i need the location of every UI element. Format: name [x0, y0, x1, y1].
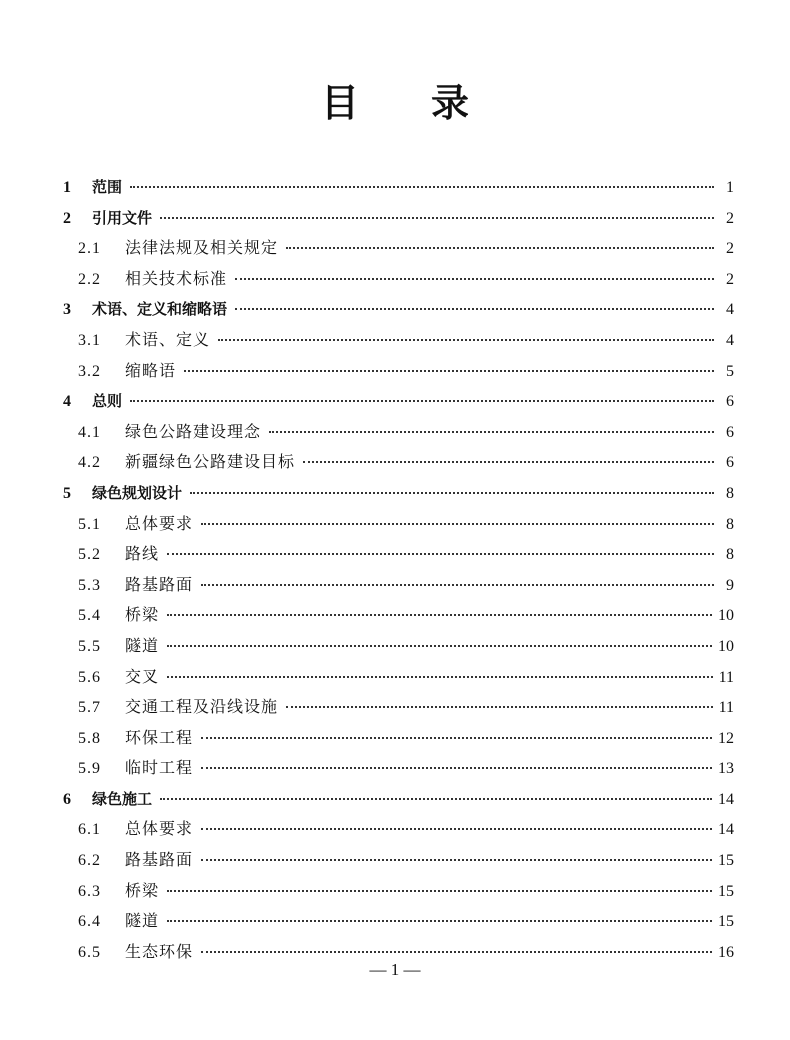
table-of-contents — [60, 172, 734, 967]
toc-entry-label: 总体要求 — [125, 819, 194, 839]
toc-entry-label: 范围 — [92, 178, 123, 196]
page-number-footer: — 1 — — [369, 960, 421, 979]
toc-entry-number: 5.2 — [78, 546, 101, 564]
toc-section-entry[interactable] — [60, 509, 734, 540]
toc-entry-page-number: 4 — [726, 301, 734, 319]
toc-entry-page-number: 15 — [718, 882, 734, 900]
toc-entry-page-number: 15 — [718, 913, 734, 931]
toc-entry-number: 5.5 — [78, 637, 101, 655]
dot-leader — [167, 889, 712, 892]
toc-entry-page-number: 14 — [718, 821, 734, 839]
toc-entry-page-number: 10 — [718, 637, 734, 655]
toc-entry-page-number: 6 — [726, 423, 734, 441]
toc-section-entry[interactable] — [60, 753, 734, 784]
toc-entry-number: 3.1 — [78, 331, 101, 349]
toc-entry-label: 新疆绿色公路建设目标 — [125, 452, 296, 472]
page-title — [0, 72, 790, 127]
toc-chapter-entry[interactable] — [60, 784, 734, 815]
toc-section-entry[interactable] — [60, 325, 734, 356]
dot-leader — [286, 705, 713, 708]
toc-section-entry[interactable] — [60, 906, 734, 937]
toc-entry-page-number: 9 — [726, 576, 734, 594]
toc-section-entry[interactable] — [60, 417, 734, 448]
title-char-1: 目 — [320, 81, 359, 125]
dot-leader — [167, 919, 712, 922]
toc-section-entry[interactable] — [60, 539, 734, 570]
toc-entry-page-number: 8 — [726, 484, 734, 502]
toc-entry-page-number: 15 — [718, 852, 734, 870]
toc-entry-label: 环保工程 — [125, 727, 194, 747]
toc-entry-label: 绿色公路建设理念 — [125, 421, 262, 441]
dot-leader — [218, 338, 714, 341]
toc-entry-number: 2.1 — [78, 240, 101, 258]
toc-entry-label: 总体要求 — [125, 513, 194, 533]
toc-section-entry[interactable] — [60, 845, 734, 876]
toc-section-entry[interactable] — [60, 600, 734, 631]
toc-entry-label: 路基路面 — [125, 850, 194, 870]
toc-chapter-entry[interactable] — [60, 203, 734, 234]
dot-leader — [201, 522, 714, 525]
dot-leader — [130, 185, 714, 188]
toc-entry-number: 3.2 — [78, 362, 101, 380]
toc-entry-label: 总则 — [92, 392, 123, 411]
toc-entry-label: 桥梁 — [125, 880, 160, 900]
toc-entry-label: 路线 — [125, 544, 160, 564]
toc-entry-number: 6.4 — [78, 913, 101, 931]
dot-leader — [201, 583, 714, 586]
dot-leader — [167, 552, 714, 555]
dot-leader — [235, 277, 714, 280]
toc-section-entry[interactable] — [60, 233, 734, 264]
toc-entry-label: 引用文件 — [92, 208, 153, 227]
toc-entry-label: 缩略语 — [125, 360, 177, 380]
toc-section-entry[interactable] — [60, 631, 734, 662]
title-char-2: 录 — [431, 81, 470, 125]
dot-leader — [201, 736, 712, 739]
toc-entry-page-number: 14 — [718, 790, 734, 808]
dot-leader — [269, 430, 714, 433]
toc-entry-number: 5.4 — [78, 607, 101, 625]
toc-entry-page-number: 1 — [726, 179, 734, 196]
toc-entry-page-number: 11 — [718, 699, 734, 717]
toc-entry-number: 4.2 — [78, 454, 101, 472]
toc-entry-label: 隧道 — [125, 635, 160, 655]
toc-entry-label: 交叉 — [125, 666, 160, 686]
toc-entry-number: 2.2 — [78, 270, 101, 288]
toc-entry-page-number: 5 — [726, 362, 734, 380]
toc-entry-label: 生态环保 — [125, 941, 194, 961]
toc-entry-page-number: 13 — [718, 760, 734, 778]
toc-entry-number: 6 — [63, 790, 71, 808]
toc-entry-page-number: 16 — [718, 943, 734, 961]
toc-entry-label: 交通工程及沿线设施 — [125, 697, 279, 717]
dot-leader — [303, 460, 714, 463]
toc-entry-label: 法律法规及相关规定 — [125, 238, 279, 258]
toc-entry-label: 隧道 — [125, 911, 160, 931]
dot-leader — [130, 399, 714, 402]
dot-leader — [167, 644, 712, 647]
toc-entry-page-number: 10 — [718, 607, 734, 625]
toc-entry-label: 临时工程 — [125, 758, 194, 778]
toc-chapter-entry[interactable] — [60, 478, 734, 509]
toc-section-entry[interactable] — [60, 662, 734, 693]
toc-section-entry[interactable] — [60, 723, 734, 754]
dot-leader — [286, 246, 714, 249]
dot-leader — [160, 216, 714, 219]
toc-chapter-entry[interactable] — [60, 386, 734, 417]
toc-entry-page-number: 2 — [726, 240, 734, 258]
toc-entry-number: 3 — [63, 301, 71, 319]
toc-entry-number: 5.3 — [78, 576, 101, 594]
toc-entry-number: 6.1 — [78, 821, 101, 839]
toc-entry-label: 绿色施工 — [92, 789, 153, 808]
toc-entry-page-number: 2 — [726, 270, 734, 288]
toc-entry-page-number: 8 — [726, 515, 734, 533]
toc-section-entry[interactable] — [60, 570, 734, 601]
dot-leader — [184, 369, 714, 372]
toc-entry-number: 6.3 — [78, 882, 101, 900]
toc-entry-number: 5.9 — [78, 760, 101, 778]
toc-entry-label: 术语、定义和缩略语 — [92, 300, 228, 319]
toc-section-entry[interactable] — [60, 876, 734, 907]
toc-entry-label: 桥梁 — [125, 605, 160, 625]
toc-entry-number: 5 — [63, 484, 71, 502]
toc-entry-number: 1 — [63, 179, 71, 196]
toc-entry-page-number: 8 — [726, 546, 734, 564]
dot-leader — [190, 491, 714, 494]
toc-entry-number: 5.7 — [78, 699, 101, 717]
toc-entry-label: 绿色规划设计 — [92, 483, 183, 502]
toc-chapter-entry[interactable] — [60, 172, 734, 203]
toc-entry-number: 4.1 — [78, 423, 101, 441]
toc-section-entry[interactable] — [60, 447, 734, 478]
dot-leader — [201, 858, 712, 861]
toc-entry-page-number: 6 — [726, 393, 734, 411]
toc-entry-page-number: 6 — [726, 454, 734, 472]
dot-leader — [201, 827, 712, 830]
toc-entry-page-number: 11 — [718, 668, 734, 686]
dot-leader — [167, 675, 713, 678]
toc-entry-label: 路基路面 — [125, 574, 194, 594]
toc-entry-number: 2 — [63, 209, 71, 227]
dot-leader — [201, 766, 712, 769]
toc-section-entry[interactable] — [60, 356, 734, 387]
dot-leader — [167, 613, 712, 616]
toc-entry-page-number: 2 — [726, 209, 734, 227]
toc-entry-label: 术语、定义 — [125, 329, 211, 349]
toc-chapter-entry[interactable] — [60, 294, 734, 325]
toc-entry-number: 5.6 — [78, 668, 101, 686]
toc-section-entry[interactable] — [60, 692, 734, 723]
toc-section-entry[interactable] — [60, 814, 734, 845]
toc-section-entry[interactable] — [60, 264, 734, 295]
toc-entry-page-number: 4 — [726, 331, 734, 349]
dot-leader — [201, 950, 712, 953]
dot-leader — [235, 307, 714, 310]
toc-entry-number: 5.8 — [78, 729, 101, 747]
toc-entry-number: 4 — [63, 393, 71, 411]
toc-entry-number: 6.5 — [78, 943, 101, 961]
toc-entry-label: 相关技术标准 — [125, 268, 228, 288]
dot-leader — [160, 797, 712, 800]
toc-entry-number: 6.2 — [78, 852, 101, 870]
toc-entry-number: 5.1 — [78, 515, 101, 533]
toc-entry-page-number: 12 — [718, 729, 734, 747]
